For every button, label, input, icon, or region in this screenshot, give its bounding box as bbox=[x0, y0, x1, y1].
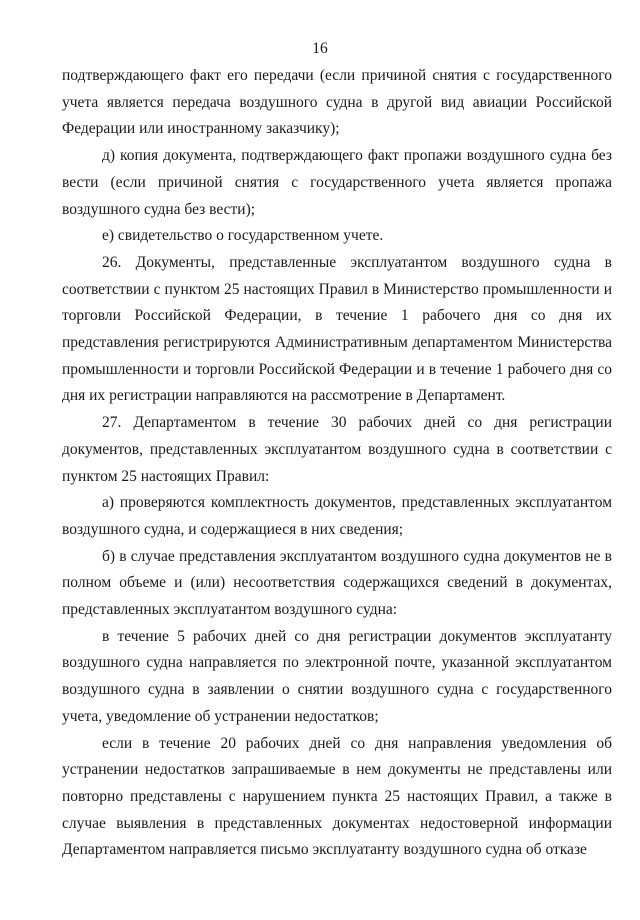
paragraph-section-27: 27. Департаментом в течение 30 рабочих дней со дня регистрации документов, представленных эксплуатантом воздушного судна в соответствии с пунктом 25 настоящих Правил: bbox=[62, 414, 612, 485]
paragraph-item-a: а) проверяются комплектность документов, представленных эксплуатантом воздушного судна, и содержащиеся в них сведения; bbox=[62, 494, 612, 538]
paragraph-notice-5-days: в течение 5 рабочих дней со дня регистрации документов эксплуатанту воздушного судна направляется по электронной почте, указанной эксплуатантом воздушного судна в заявлении о снятии воздушного судна с государственного учета, уведомление об устранении недостатков; bbox=[62, 627, 612, 725]
paragraph-item-d: д) копия документа, подтверждающего факт пропажи воздушного судна без вести (если причиной снятия с государственного учета является пропажа воздушного судна без вести); bbox=[62, 147, 612, 218]
paragraph-item-e: е) свидетельство о государственном учете. bbox=[102, 227, 384, 245]
paragraph-continuation: подтверждающего факт его передачи (если причиной снятия с государственного учета является передача воздушного судна в другой вид авиации Российской Федерации или иностранному заказчику); bbox=[62, 67, 612, 138]
paragraph-section-26: 26. Документы, представленные эксплуатантом воздушного судна в соответствии с пунктом 25 настоящих Правил в Министерство промышленности и торговли Российской Федерации, в течение 1 рабочего дня со дня их представления регистрируются Административным департаментом Министерства промышленности и торговли Российской Федерации и в течение 1 рабочего дня со дня их регистрации направляются на рассмотрение в Департамент. bbox=[62, 253, 612, 405]
paragraph-item-b: б) в случае представления эксплуатантом воздушного судна документов не в полном объеме и (или) несоответствия содержащихся сведений в документах, представленных эксплуатантом воздушного судна: bbox=[62, 547, 612, 619]
page-number: 16 bbox=[312, 40, 328, 57]
paragraph-refusal-20-days: если в течение 20 рабочих дней со дня направления уведомления об устранении недостатков запрашиваемые в нем документы не представлены или повторно представлены с нарушением пункта 25 настоящих Правил, а также в случае выявления в представленных документах недостоверной информации Департаментом направляется письмо эксплуатанту воздушного судна об отказе bbox=[62, 734, 612, 859]
document-body bbox=[62, 63, 612, 864]
